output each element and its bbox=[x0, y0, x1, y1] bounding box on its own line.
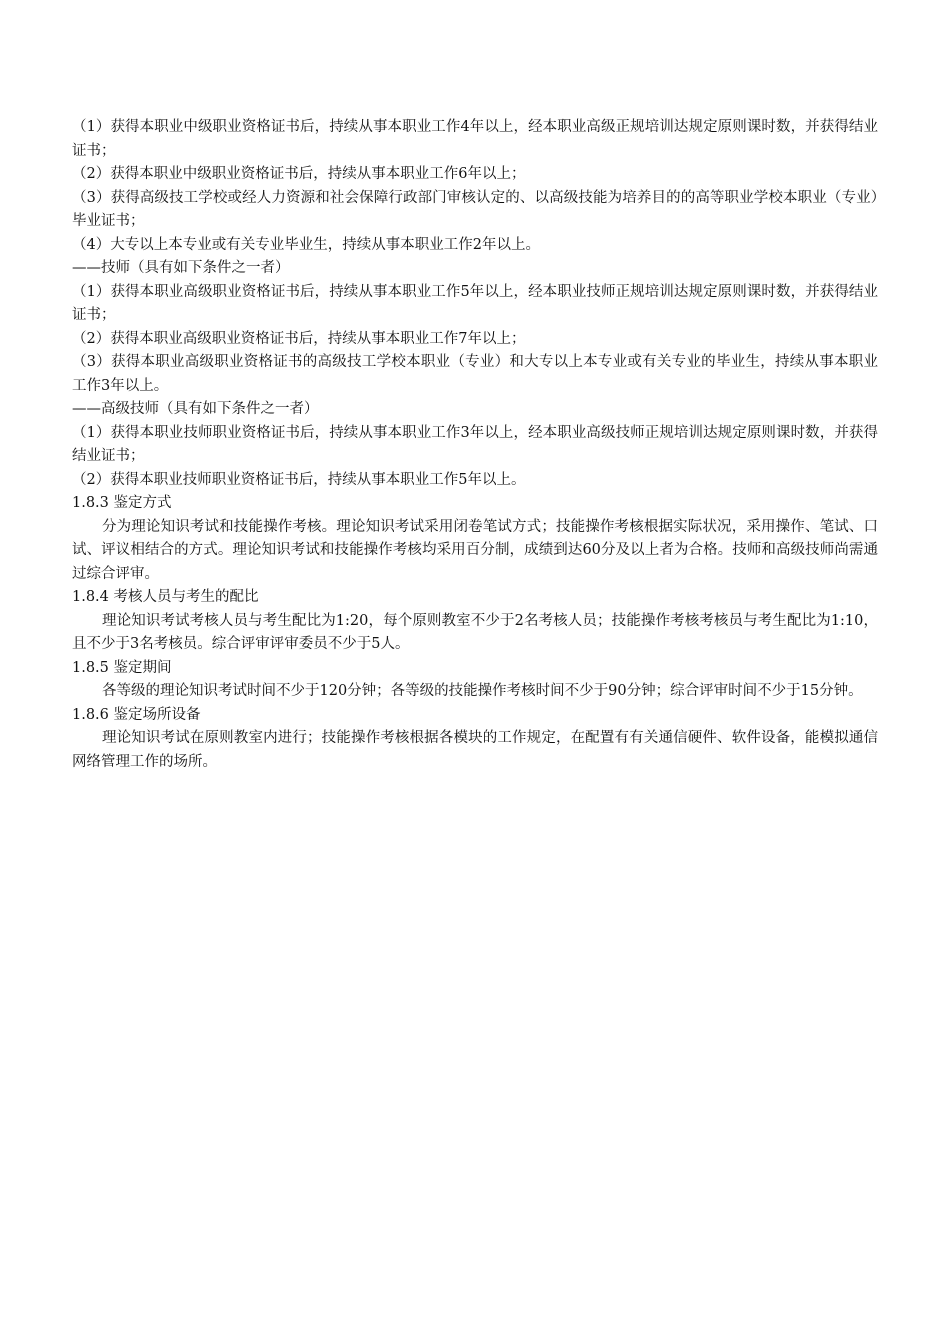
list-item: （2）获得本职业高级职业资格证书后，持续从事本职业工作7年以上； bbox=[72, 330, 526, 347]
list-item: （2）获得本职业中级职业资格证书后，持续从事本职业工作6年以上； bbox=[72, 166, 526, 182]
subsection-title: ——技师（具有如下条件之一者） bbox=[72, 260, 290, 276]
paragraph: 理论知识考试考核人员与考生配比为1:20，每个原则教室不少于2名考核人员；技能操作考核考核员与考生配比为1:10，且不少于3名考核员。综合评审评审委员不少于5人。 bbox=[72, 612, 878, 652]
list-item: （2）获得本职业技师职业资格证书后，持续从事本职业工作5年以上。 bbox=[72, 471, 526, 488]
section-heading: 1.8.4 考核人员与考生的配比 bbox=[72, 589, 259, 605]
section-heading: 1.8.6 鉴定场所设备 bbox=[72, 706, 201, 723]
list-item: （3）获得高级技工学校或经人力资源和社会保障行政部门审核认定的、以高级技能为培养目的的高等职业学校本职业（专业）毕业证书； bbox=[72, 189, 878, 229]
subsection-title: ——高级技师（具有如下条件之一者） bbox=[72, 401, 319, 417]
list-item: （1）获得本职业技师职业资格证书后，持续从事本职业工作3年以上，经本职业高级技师正规培训达规定原则课时数，并获得结业证书； bbox=[72, 424, 878, 464]
document-page bbox=[72, 116, 878, 774]
list-item: （1）获得本职业高级职业资格证书后，持续从事本职业工作5年以上，经本职业技师正规培训达规定原则课时数，并获得结业证书； bbox=[72, 283, 878, 323]
list-item: （1）获得本职业中级职业资格证书后，持续从事本职业工作4年以上，经本职业高级正规培训达规定原则课时数，并获得结业证书； bbox=[72, 119, 878, 159]
section-heading: 1.8.3 鉴定方式 bbox=[72, 495, 172, 511]
paragraph: 分为理论知识考试和技能操作考核。理论知识考试采用闭卷笔试方式；技能操作考核根据实际状况，采用操作、笔试、口试、评议相结合的方式。理论知识考试和技能操作考核均采用百分制，成绩到达60分及以上者为合格。技师和高级技师尚需通过综合评审。 bbox=[72, 518, 878, 582]
paragraph: 理论知识考试在原则教室内进行；技能操作考核根据各模块的工作规定，在配置有有关通信硬件、软件设备，能模拟通信网络管理工作的场所。 bbox=[72, 730, 878, 770]
paragraph: 各等级的理论知识考试时间不少于120分钟；各等级的技能操作考核时间不少于90分钟；综合评审时间不少于15分钟。 bbox=[102, 683, 863, 699]
list-item: （4）大专以上本专业或有关专业毕业生，持续从事本职业工作2年以上。 bbox=[72, 236, 540, 253]
list-item: （3）获得本职业高级职业资格证书的高级技工学校本职业（专业）和大专以上本专业或有关专业的毕业生，持续从事本职业工作3年以上。 bbox=[72, 354, 878, 394]
section-heading: 1.8.5 鉴定期间 bbox=[72, 659, 172, 676]
